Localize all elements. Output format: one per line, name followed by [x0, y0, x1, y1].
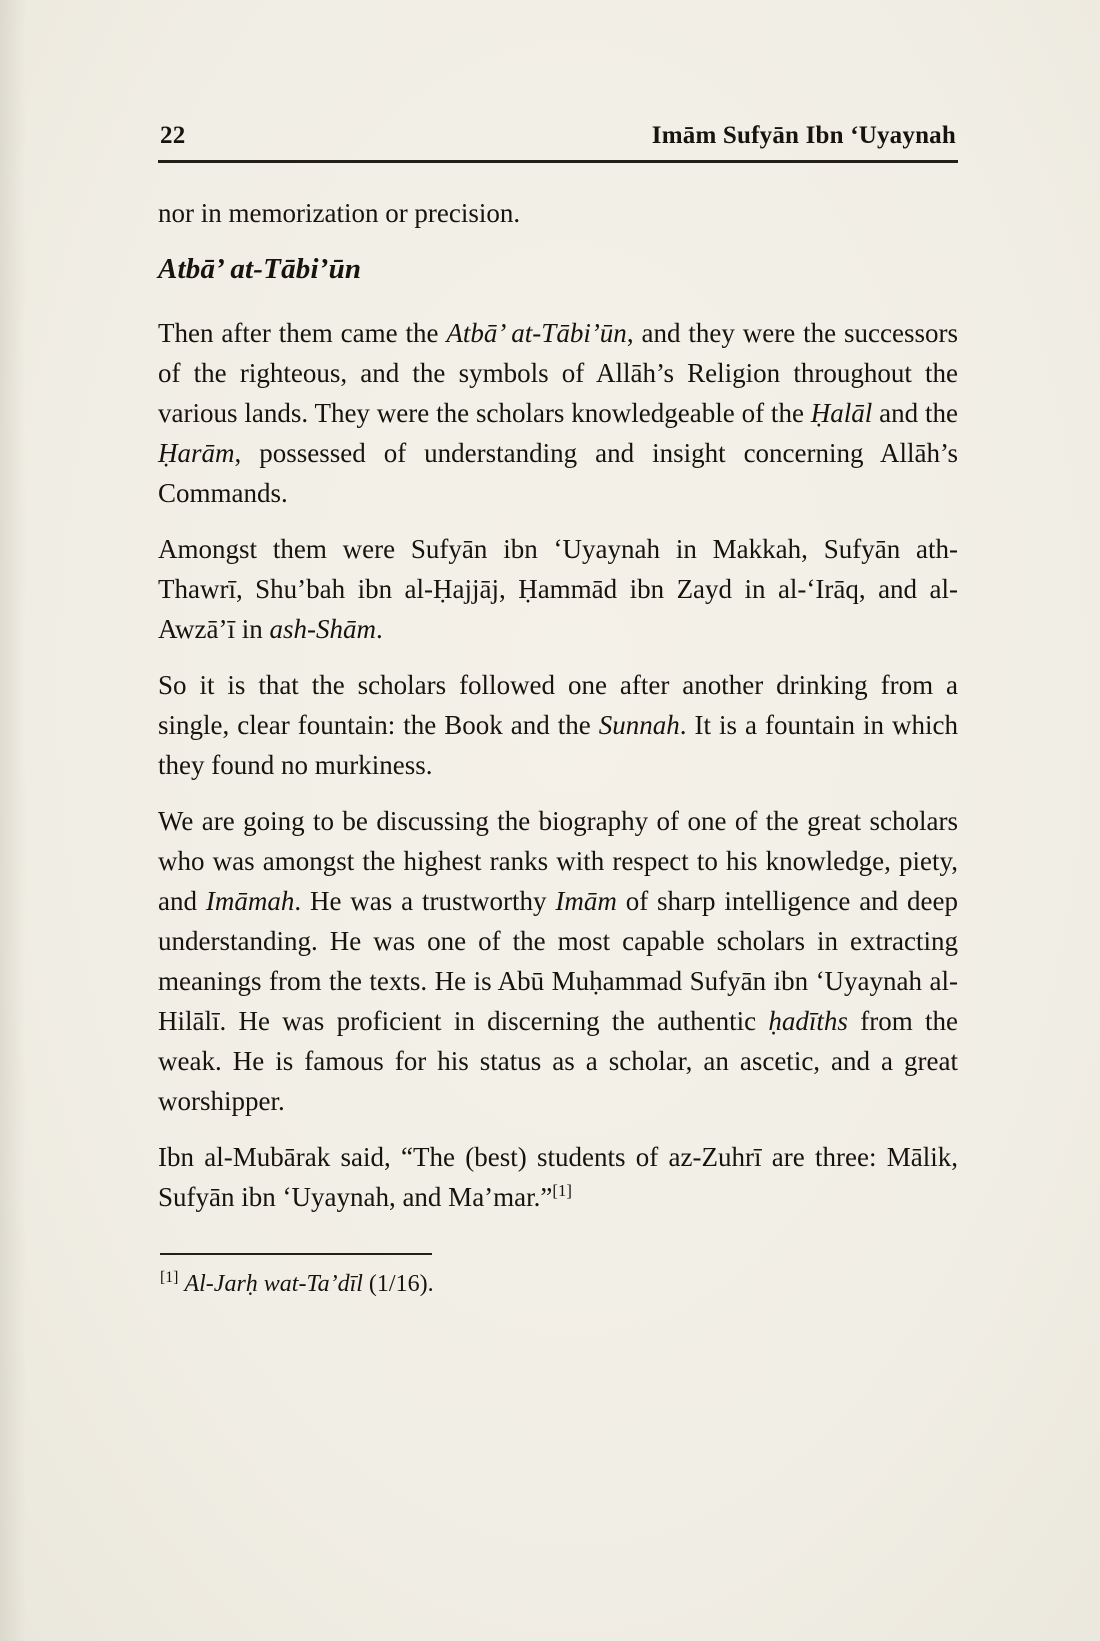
- text-run: and the: [872, 398, 958, 428]
- text-run: . He was a trustworthy: [294, 886, 556, 916]
- running-title: Imām Sufyān Ibn ‘Uyaynah: [651, 122, 956, 149]
- text-run: from the weak. He is famous for his status as a scholar, an ascetic, and a great worshipper.: [158, 1006, 958, 1116]
- footnote-marker: [1]: [552, 1181, 572, 1200]
- text-run: .: [375, 614, 383, 644]
- text-run: (1/16).: [362, 1271, 434, 1297]
- paragraph: [158, 1137, 958, 1217]
- italic-term: Ḥalāl: [810, 398, 873, 428]
- paragraph: [158, 801, 958, 1121]
- paragraph: [158, 529, 958, 649]
- footnote-rule: [160, 1253, 432, 1255]
- page-number: 22: [160, 122, 186, 149]
- paragraph: [158, 313, 958, 513]
- italic-term: Atbā’ at-Tābi’ūn: [446, 318, 627, 348]
- text-run: of sharp intelligence and deep understanding. He was one of the most capable scholars in extracting meanings from the texts. He is Abū Muḥammad Sufyān ibn ‘Uyaynah al-Hilālī. He was proficient in discerning the authentic: [158, 886, 959, 1036]
- text-run: , and they were the successors of the righteous, and the symbols of Allāh’s Religion throughout the various lands. They were the scholars knowledgeable of the: [158, 318, 958, 428]
- text-run: Ibn al-Mubārak said, “The (best) students of az-Zuhrī are three: Mālik, Sufyān ibn ‘Uyaynah, and Ma’mar.”: [158, 1142, 958, 1212]
- italic-term: ḥadīths: [768, 1006, 848, 1036]
- paragraph: [158, 665, 958, 785]
- italic-term: Ḥarām: [158, 438, 235, 468]
- text-run: , possessed of understanding and insight concerning Allāh’s Commands.: [158, 438, 958, 508]
- text-run: nor in memorization or precision.: [158, 198, 521, 228]
- footnote: [158, 1267, 958, 1301]
- text-run: Then after them came the: [158, 318, 447, 348]
- italic-term: Al-Jarḥ wat-Ta’dīl: [184, 1271, 363, 1297]
- text-run: So it is that the scholars followed one after another drinking from a single, clear fountain: the Book and the: [158, 670, 958, 740]
- paragraph-continuation: [158, 193, 958, 233]
- footnote-marker: [1]: [160, 1269, 179, 1286]
- text-run: We are going to be discussing the biography of one of the great scholars who was amongst the highest ranks with respect to his knowledge, piety, and: [158, 806, 958, 916]
- text-run: Amongst them were Sufyān ibn ‘Uyaynah in Makkah, Sufyān ath-Thawrī, Shu’bah ibn al-Ḥajjāj, Ḥammād ibn Zayd in al-‘Irāq, and al-Awzā’ī in: [158, 534, 958, 644]
- page-header: [158, 122, 958, 160]
- text-run: . It is a fountain in which they found no murkiness.: [158, 710, 958, 780]
- italic-term: Sunnah: [598, 710, 680, 740]
- header-rule: [158, 160, 958, 163]
- section-heading: Atbā’ at-Tābi’ūn: [158, 253, 362, 285]
- italic-term: ash-Shām: [269, 614, 376, 644]
- italic-term: Imāmah: [205, 886, 295, 916]
- body-text: [158, 193, 958, 1217]
- italic-term: Imām: [555, 886, 617, 916]
